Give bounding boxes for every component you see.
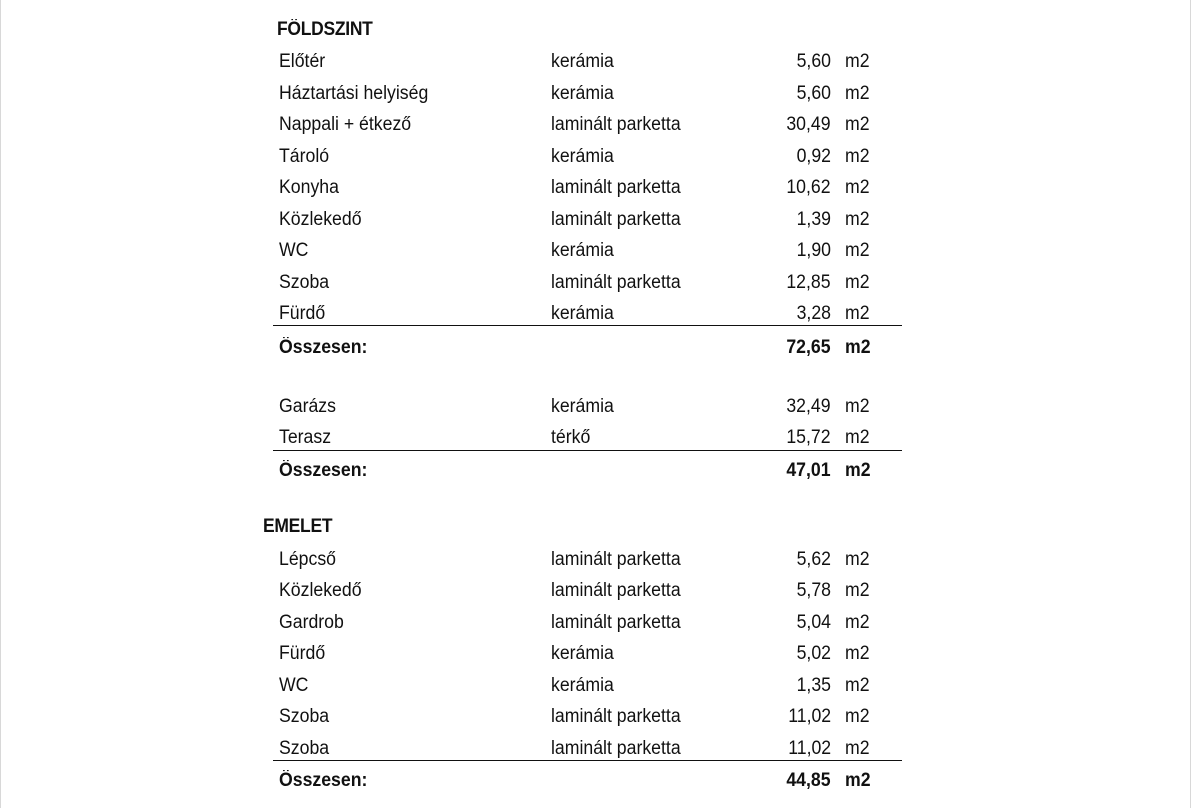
area-unit: m2 bbox=[845, 427, 870, 448]
floor-material: kerámia bbox=[551, 240, 614, 261]
room-area: 1,90 bbox=[796, 240, 831, 261]
table-row bbox=[279, 579, 879, 603]
room-name: Szoba bbox=[279, 272, 330, 293]
table-row bbox=[279, 548, 879, 572]
table-row bbox=[279, 642, 879, 666]
area-unit: m2 bbox=[845, 770, 871, 791]
room-name: Háztartási helyiség bbox=[279, 83, 429, 104]
table-row bbox=[279, 145, 879, 169]
table-row bbox=[279, 611, 879, 635]
room-area: 12,85 bbox=[786, 272, 831, 293]
floor-material: laminált parketta bbox=[551, 272, 681, 293]
area-unit: m2 bbox=[845, 337, 871, 358]
table-row bbox=[279, 395, 879, 419]
floor-material: laminált parketta bbox=[551, 706, 681, 727]
area-unit: m2 bbox=[845, 146, 870, 167]
room-name: Nappali + étkező bbox=[279, 114, 412, 135]
table-row bbox=[279, 113, 879, 137]
area-unit: m2 bbox=[845, 738, 870, 759]
room-area: 3,28 bbox=[796, 303, 831, 324]
total-row bbox=[279, 336, 879, 360]
area-unit: m2 bbox=[845, 209, 870, 230]
room-area: 11,02 bbox=[788, 738, 831, 759]
room-name: Előtér bbox=[279, 51, 326, 72]
room-area: 5,02 bbox=[796, 643, 831, 664]
area-unit: m2 bbox=[845, 643, 870, 664]
room-name: Közlekedő bbox=[279, 580, 362, 601]
room-area: 5,60 bbox=[796, 51, 831, 72]
room-name: Konyha bbox=[279, 177, 339, 198]
room-area: 11,02 bbox=[788, 706, 831, 727]
room-area: 32,49 bbox=[786, 396, 831, 417]
area-unit: m2 bbox=[845, 240, 870, 261]
room-name: Fürdő bbox=[279, 643, 326, 664]
table-row bbox=[279, 176, 879, 200]
area-unit: m2 bbox=[845, 580, 870, 601]
floor-material: laminált parketta bbox=[551, 612, 681, 633]
floor-material: kerámia bbox=[551, 675, 614, 696]
room-name: Tároló bbox=[279, 146, 330, 167]
area-unit: m2 bbox=[845, 460, 871, 481]
table-row bbox=[279, 302, 879, 326]
floor-material: laminált parketta bbox=[551, 177, 681, 198]
table-row bbox=[279, 239, 879, 263]
total-area: 47,01 bbox=[786, 460, 831, 481]
area-unit: m2 bbox=[845, 83, 870, 104]
table-row bbox=[279, 705, 879, 729]
total-divider bbox=[273, 450, 902, 451]
table-row bbox=[279, 208, 879, 232]
area-unit: m2 bbox=[845, 303, 870, 324]
room-area: 10,62 bbox=[786, 177, 831, 198]
room-area: 5,78 bbox=[796, 580, 831, 601]
total-area: 72,65 bbox=[786, 337, 831, 358]
room-area: 0,92 bbox=[796, 146, 831, 167]
total-divider bbox=[273, 325, 902, 326]
total-label: Összesen: bbox=[279, 460, 368, 481]
room-name: Terasz bbox=[279, 427, 332, 448]
section-heading-foldszint: FÖLDSZINT bbox=[277, 19, 373, 40]
area-unit: m2 bbox=[845, 396, 870, 417]
area-unit: m2 bbox=[845, 675, 870, 696]
floor-material: kerámia bbox=[551, 83, 614, 104]
table-row bbox=[279, 271, 879, 295]
room-area: 30,49 bbox=[786, 114, 831, 135]
room-area: 15,72 bbox=[786, 427, 831, 448]
floor-material: kerámia bbox=[551, 146, 614, 167]
total-row bbox=[279, 769, 879, 793]
table-row bbox=[279, 82, 879, 106]
floor-material: laminált parketta bbox=[551, 114, 681, 135]
room-name: Közlekedő bbox=[279, 209, 362, 230]
floor-material: térkő bbox=[551, 427, 591, 448]
floor-material: kerámia bbox=[551, 643, 614, 664]
floor-material: kerámia bbox=[551, 396, 614, 417]
section-heading-emelet: EMELET bbox=[263, 516, 333, 537]
room-area: 1,35 bbox=[796, 675, 831, 696]
floor-material: kerámia bbox=[551, 51, 614, 72]
total-area: 44,85 bbox=[786, 770, 831, 791]
room-name: Garázs bbox=[279, 396, 336, 417]
room-name: WC bbox=[279, 675, 309, 696]
room-name: Szoba bbox=[279, 738, 330, 759]
total-row bbox=[279, 459, 879, 483]
table-row bbox=[279, 674, 879, 698]
area-unit: m2 bbox=[845, 177, 870, 198]
total-label: Összesen: bbox=[279, 337, 368, 358]
area-unit: m2 bbox=[845, 549, 870, 570]
table-row bbox=[279, 50, 879, 74]
area-unit: m2 bbox=[845, 51, 870, 72]
room-name: Fürdő bbox=[279, 303, 326, 324]
room-area: 5,60 bbox=[796, 83, 831, 104]
room-area: 5,62 bbox=[796, 549, 831, 570]
area-unit: m2 bbox=[845, 114, 870, 135]
room-name: Lépcső bbox=[279, 549, 336, 570]
floor-material: kerámia bbox=[551, 303, 614, 324]
room-area: 1,39 bbox=[796, 209, 831, 230]
table-row bbox=[279, 426, 879, 450]
total-divider bbox=[273, 760, 902, 761]
room-name: Gardrob bbox=[279, 612, 344, 633]
room-name: Szoba bbox=[279, 706, 330, 727]
area-unit: m2 bbox=[845, 612, 870, 633]
room-name: WC bbox=[279, 240, 309, 261]
floor-material: laminált parketta bbox=[551, 580, 681, 601]
floor-material: laminált parketta bbox=[551, 738, 681, 759]
area-unit: m2 bbox=[845, 272, 870, 293]
page-border-left bbox=[0, 0, 1, 808]
floor-material: laminált parketta bbox=[551, 209, 681, 230]
area-unit: m2 bbox=[845, 706, 870, 727]
table-row bbox=[279, 737, 879, 761]
total-label: Összesen: bbox=[279, 770, 368, 791]
room-area: 5,04 bbox=[796, 612, 831, 633]
floor-material: laminált parketta bbox=[551, 549, 681, 570]
